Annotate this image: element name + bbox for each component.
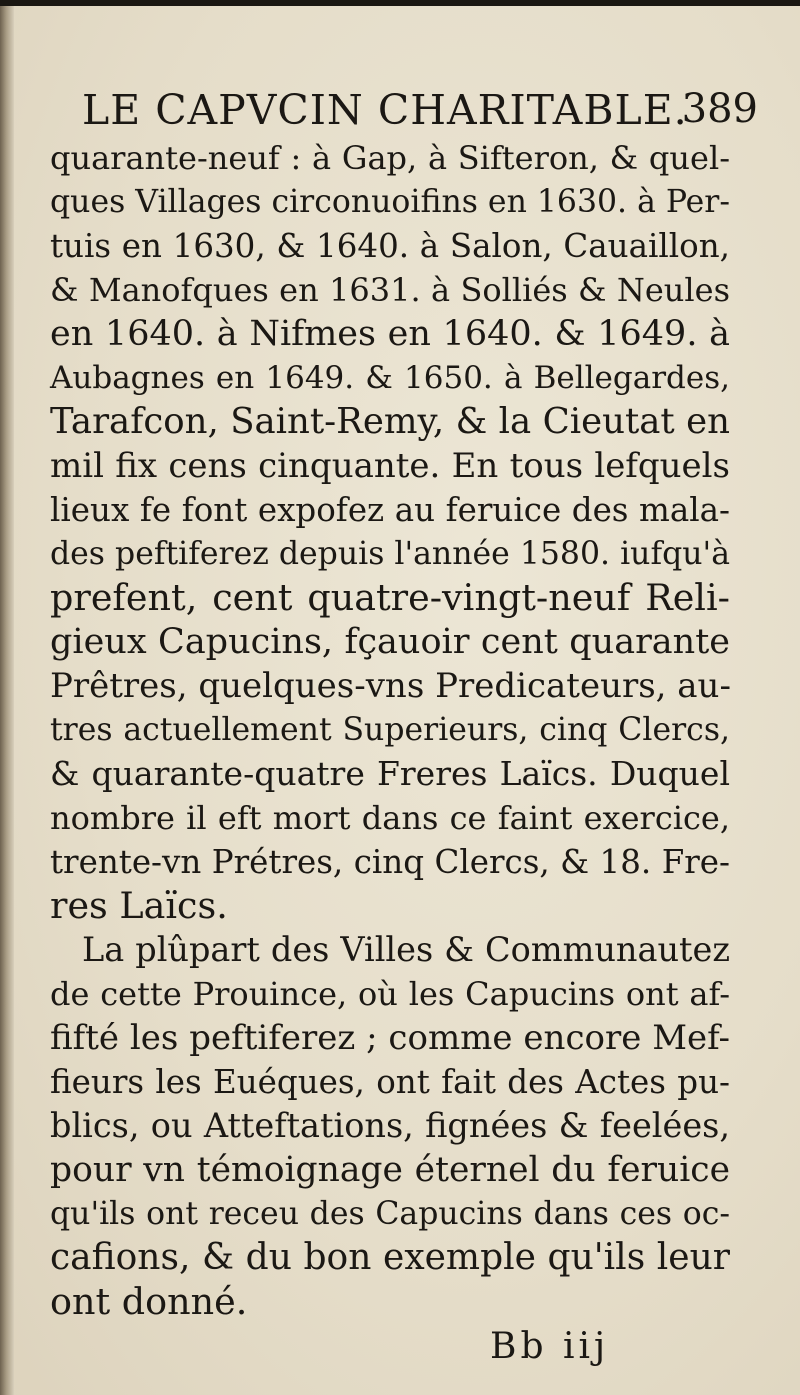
text-line: blics, ou Atteftations, fignées & feelées, (50, 1106, 730, 1145)
text-line: mil fix cens cinquante. En tous lefquels (50, 446, 730, 486)
text-line: Prêtres, quelques-vns Predicateurs, au- (50, 666, 731, 706)
text-line: ont donné. (50, 1280, 248, 1323)
text-line: nombre il eft mort dans ce faint exercice, (50, 799, 730, 837)
page-number: 389 (681, 86, 758, 132)
text-line: Aubagnes en 1649. & 1650. à Bellegardes, (50, 360, 730, 396)
text-line: tres actuellement Superieurs, cinq Clercs, (50, 712, 730, 748)
book-spine-shadow (0, 6, 14, 1395)
text-line: & Manofques en 1631. à Solliés & Neules (50, 271, 730, 309)
text-line: lieux fe font expofez au feruice des mala- (50, 491, 730, 529)
text-line: des peftiferez depuis l'année 1580. iufqu'à (50, 536, 730, 572)
text-line: Tarafcon, Saint-Remy, & la Cieutat en (50, 401, 730, 442)
text-line: trente-vn Prétres, cinq Clercs, & 18. Fre- (50, 843, 730, 881)
paragraph-start-line: La plûpart des Villes & Communautez (82, 930, 730, 969)
book-page (0, 6, 800, 1395)
text-line: qu'ils ont receu des Capucins dans ces oc- (50, 1196, 730, 1232)
text-line: tuis en 1630, & 1640. à Salon, Cauaillon, (50, 227, 730, 265)
text-line: gieux Capucins, fçauoir cent quarante (50, 622, 730, 662)
page-header (82, 86, 782, 138)
text-line: pour vn témoignage éternel du feruice (50, 1150, 730, 1190)
text-line: de cette Prouince, où les Capucins ont af- (50, 975, 730, 1013)
text-line: fieurs les Euéques, ont fait des Actes pu- (50, 1063, 730, 1101)
text-line: prefent, cent quatre-vingt-neuf Reli- (50, 576, 730, 619)
text-line: quarante-neuf : à Gap, à Sifteron, & quel- (50, 139, 730, 177)
text-line: & quarante-quatre Freres Laïcs. Duquel (50, 754, 730, 793)
text-line: fifté les peftiferez ; comme encore Mef- (50, 1018, 730, 1058)
text-line: ques Villages circonuoifins en 1630. à Per- (50, 184, 730, 220)
text-line: en 1640. à Nifmes en 1640. & 1649. à (50, 314, 730, 354)
running-title: LE CAPVCIN CHARITABLE. (82, 86, 688, 134)
signature-mark: Bb iij (490, 1326, 610, 1367)
text-line: res Laïcs. (50, 884, 228, 927)
text-line: cafions, & du bon exemple qu'ils leur (50, 1237, 730, 1278)
